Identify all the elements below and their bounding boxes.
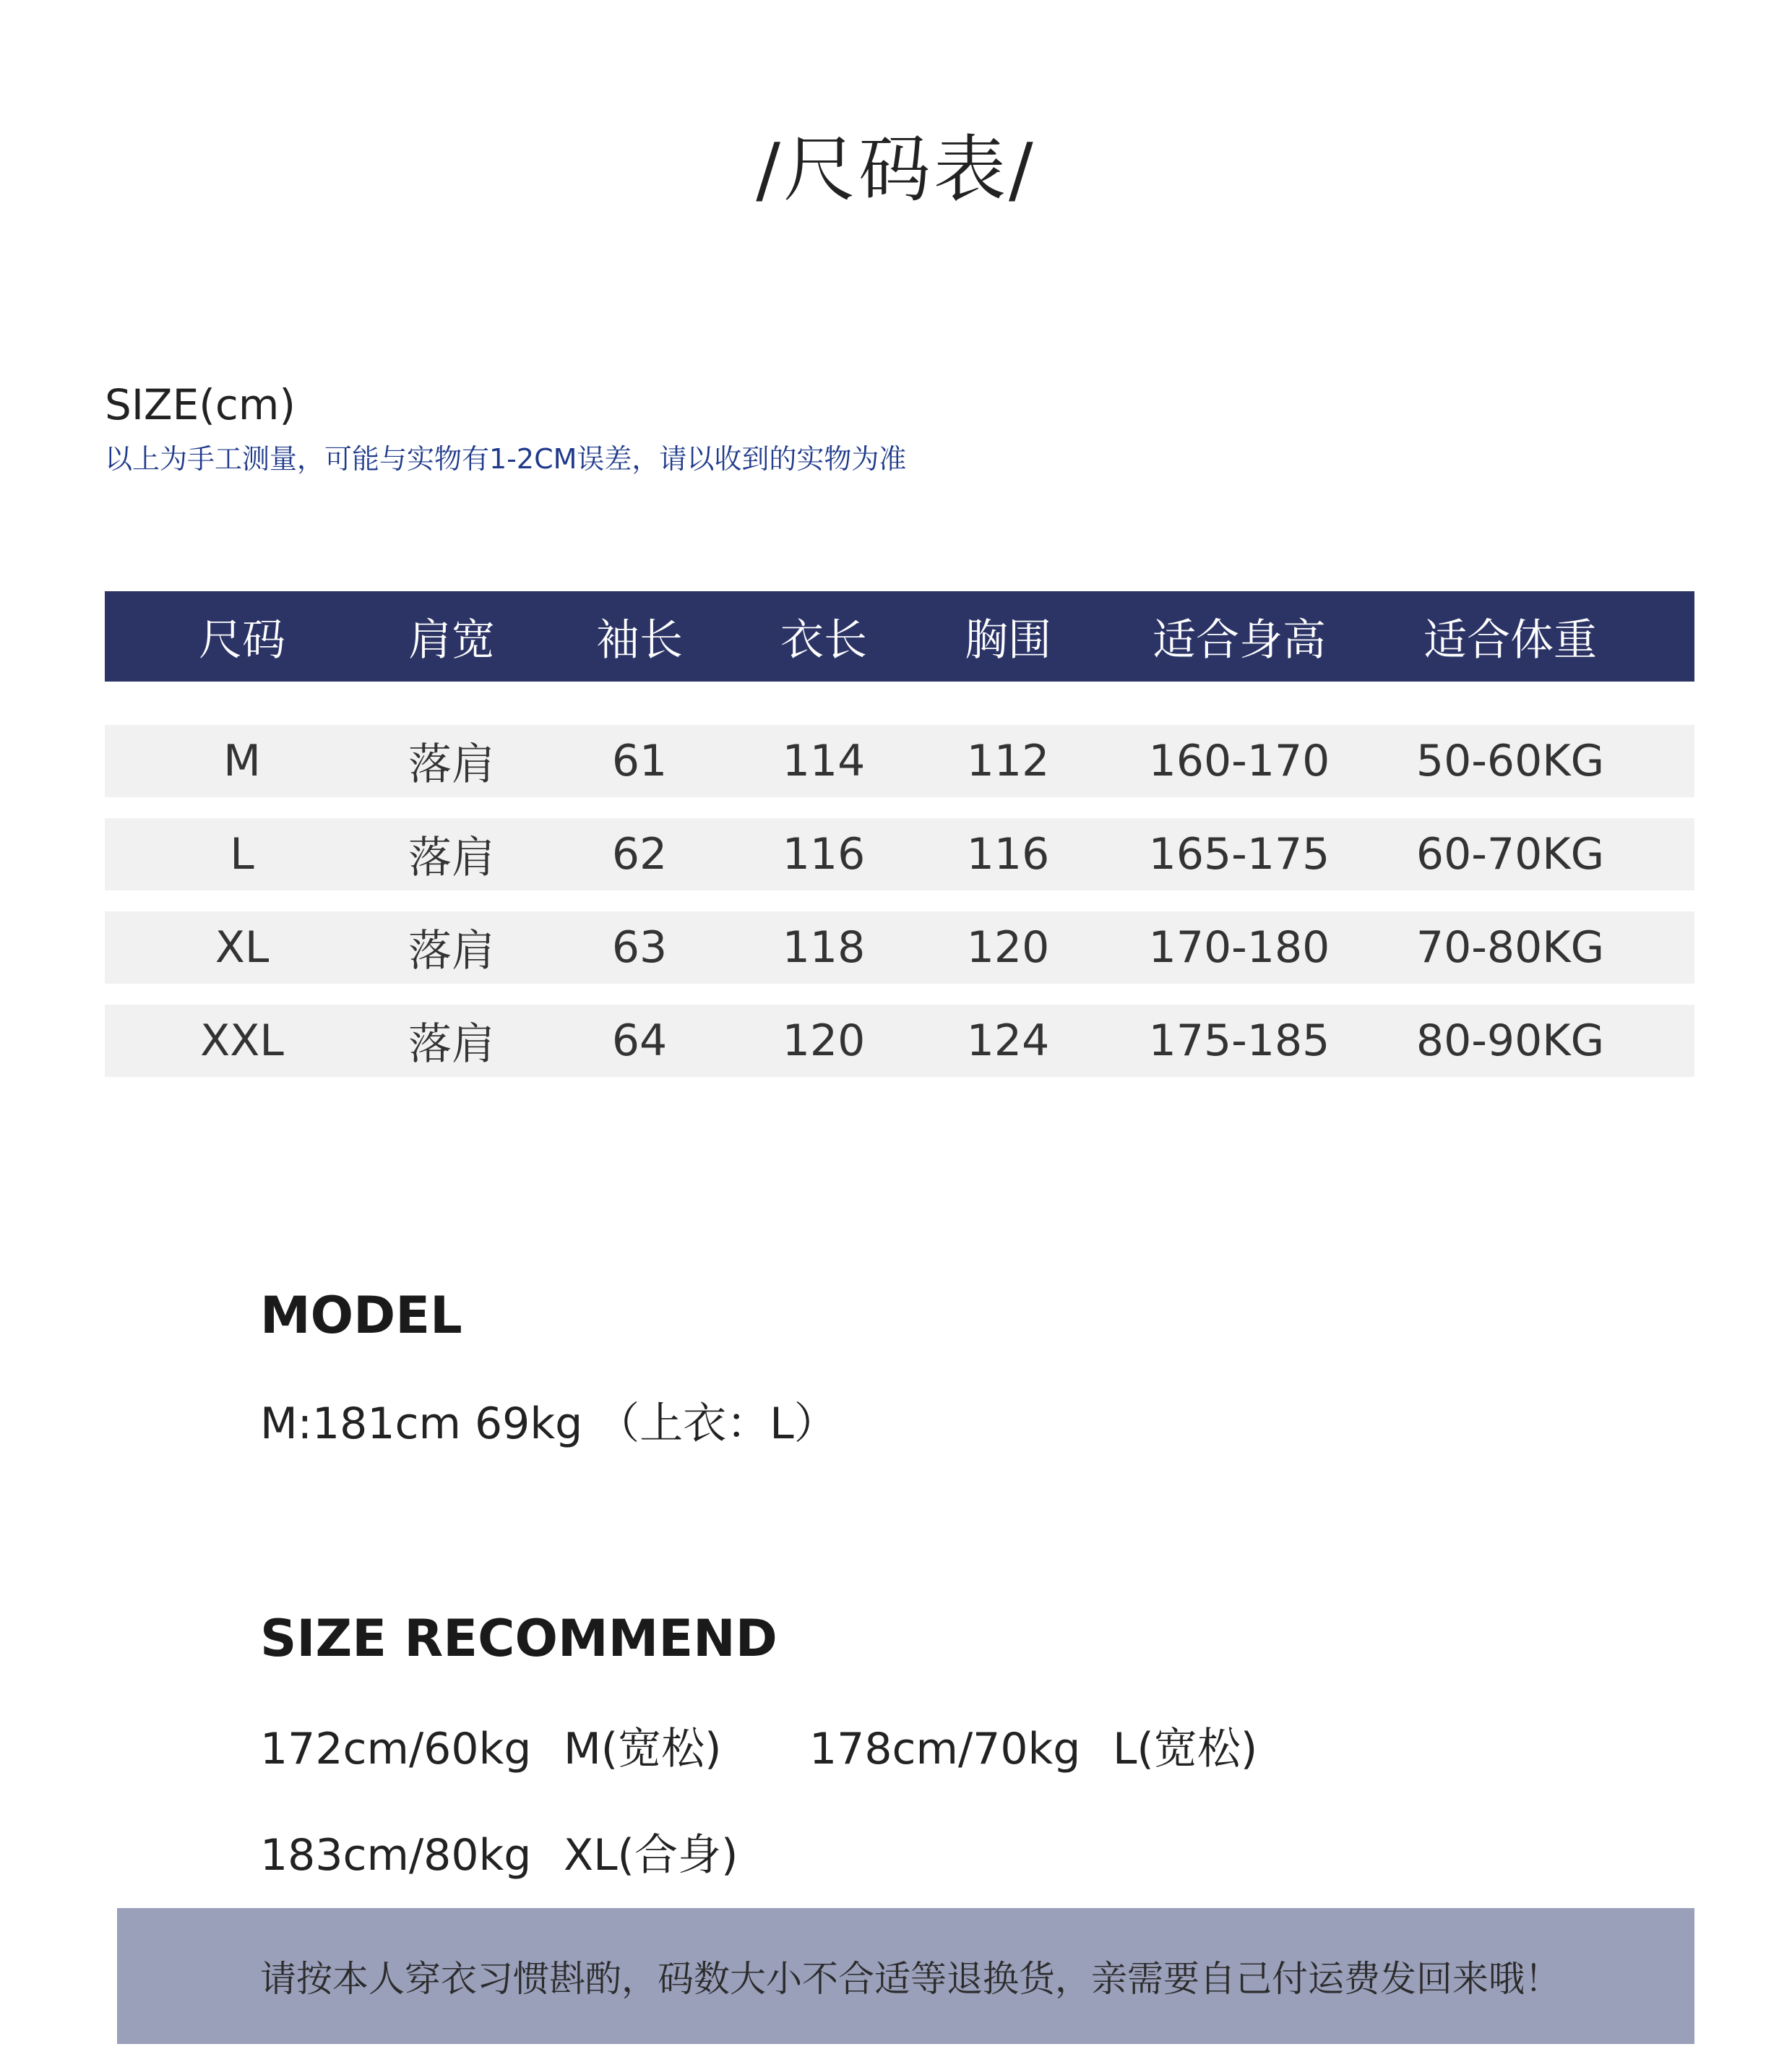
header-sleeve: 袖长 [596, 614, 683, 666]
cell-chest: 112 [966, 736, 1050, 786]
table-row [105, 818, 1694, 890]
model-heading: MODEL [260, 1286, 462, 1345]
size-table-header [105, 591, 1694, 682]
recommend-body-1: 172cm/60kg [260, 1724, 532, 1774]
cell-height: 160-170 [1148, 736, 1330, 786]
cell-sleeve: 63 [611, 922, 668, 973]
cell-size: M [223, 736, 261, 786]
cell-length: 118 [782, 922, 866, 973]
cell-weight: 50-60KG [1416, 736, 1605, 786]
cell-chest: 116 [966, 829, 1050, 880]
header-size: 尺码 [199, 614, 285, 666]
cell-size: XXL [200, 1015, 284, 1066]
cell-sleeve: 61 [611, 736, 668, 786]
recommend-size-2: L(宽松) [1113, 1724, 1258, 1774]
cell-shoulder: 落肩 [408, 833, 495, 883]
cell-height: 170-180 [1148, 922, 1330, 973]
cell-weight: 60-70KG [1416, 829, 1605, 880]
header-height: 适合身高 [1153, 614, 1326, 666]
recommend-body-2: 178cm/70kg [809, 1724, 1081, 1774]
page-title: /尺码表/ [756, 127, 1036, 212]
recommend-body-3: 183cm/80kg [260, 1830, 532, 1881]
cell-shoulder: 落肩 [408, 926, 495, 976]
header-shoulder: 肩宽 [408, 614, 495, 666]
header-chest: 胸围 [965, 614, 1051, 666]
cell-shoulder: 落肩 [408, 739, 495, 790]
header-length: 衣长 [780, 614, 867, 666]
cell-shoulder: 落肩 [408, 1019, 495, 1070]
cell-chest: 124 [966, 1015, 1050, 1066]
cell-length: 114 [782, 736, 866, 786]
table-row [105, 1005, 1694, 1077]
footer-notice-banner [117, 1908, 1694, 2044]
cell-height: 165-175 [1148, 829, 1330, 880]
model-info: M:181cm 69kg （上衣：L） [260, 1399, 837, 1449]
cell-size: XL [215, 922, 270, 973]
recommend-size-3: XL(合身) [564, 1830, 738, 1881]
cell-chest: 120 [966, 922, 1050, 973]
cell-size: L [230, 829, 254, 880]
cell-weight: 70-80KG [1416, 922, 1605, 973]
footer-notice-text: 请按本人穿衣习惯斟酌，码数大小不合适等退换货，亲需要自己付运费发回来哦！ [260, 1958, 1561, 2000]
table-row [105, 725, 1694, 797]
table-row [105, 911, 1694, 984]
cell-sleeve: 64 [611, 1015, 668, 1066]
measurement-note: 以上为手工测量，可能与实物有1-2CM误差，请以收到的实物为准 [105, 443, 907, 475]
cell-height: 175-185 [1148, 1015, 1330, 1066]
cell-sleeve: 62 [611, 829, 668, 880]
size-unit-label: SIZE(cm) [105, 380, 296, 429]
cell-length: 120 [782, 1015, 866, 1066]
header-weight: 适合体重 [1423, 614, 1597, 666]
cell-weight: 80-90KG [1416, 1015, 1605, 1066]
cell-length: 116 [782, 829, 866, 880]
recommend-size-1: M(宽松) [564, 1724, 722, 1774]
size-recommend-heading: SIZE RECOMMEND [260, 1609, 777, 1668]
